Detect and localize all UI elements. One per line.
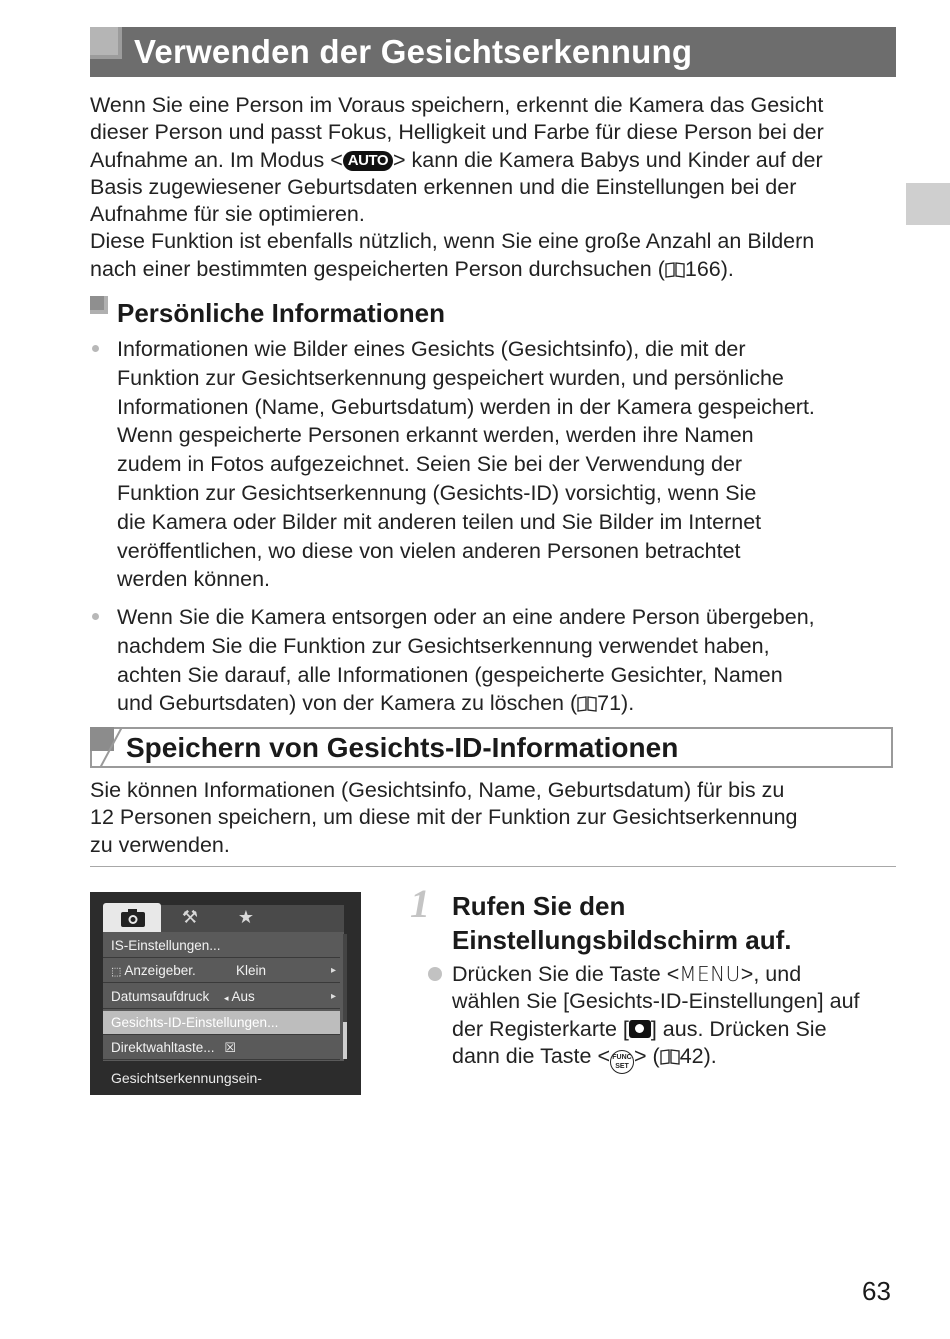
paragraph-line: Sie können Informationen (Gesichtsinfo, Name, Geburtsdatum) für bis zu [90, 778, 785, 802]
bullet-line: werden können. [117, 567, 270, 592]
page-title: Verwenden der Gesichtserkennung [134, 33, 693, 70]
step-title [452, 889, 892, 957]
step-line: Drücken Sie die Taste <MENU>, und [452, 962, 802, 986]
display-frame-icon: ⬚ [111, 966, 122, 978]
menu-button-icon: MENU [679, 962, 741, 986]
arrow-right-icon: ▸ [330, 991, 336, 1002]
step-line: wählen Sie [Gesichts-ID-Einstellungen] auf [452, 989, 860, 1014]
section-heading: Persönliche Informationen [117, 298, 445, 328]
bullet-line: Funktion zur Gesichtserkennung (Gesichts-ID) vorsichtig, wenn Sie [117, 480, 757, 505]
page-reference: 166 [684, 256, 721, 281]
section-heading: Speichern von Gesichts-ID-Informationen [126, 732, 679, 763]
bullet-line: achten Sie darauf, alle Informationen (gespeicherte Gesichter, Namen [117, 662, 783, 687]
bullet-line: die Kamera oder Bilder mit anderen teilen und Sie Bilder im Internet [117, 509, 762, 534]
bullet-line: Wenn gespeicherte Personen erkannt werden, werden ihre Namen [117, 423, 754, 448]
tools-icon: ⚒ [181, 907, 199, 927]
camera-tab-icon [629, 1020, 651, 1038]
paragraph-line: zu verwenden. [90, 832, 230, 857]
face-id-icon: ☒ [224, 1040, 236, 1055]
auto-mode-icon: AUTO [343, 151, 393, 171]
heading-square-icon-inner [90, 296, 104, 310]
intro-line: dieser Person und passt Fokus, Helligkeit und Farbe für diese Person bei der [90, 120, 824, 145]
camera-menu-item: IS-Einstellungen... [103, 934, 340, 958]
title-corner-square-inner [90, 27, 118, 55]
book-icon [665, 262, 685, 278]
intro-line: nach einer bestimmten gespeicherten Person durchsuchen ( 166). [90, 256, 734, 281]
intro-line: Aufnahme an. Im Modus < AUTO > kann die Kamera Babys und Kinder auf der [90, 147, 823, 172]
bullet-line: Wenn Sie die Kamera entsorgen oder an eine andere Person übergeben, [117, 605, 815, 629]
camera-menu-item-selected: Gesichts-ID-Einstellungen... [103, 1011, 340, 1035]
divider [90, 866, 896, 867]
bullet-icon [92, 613, 99, 620]
step-bullet-icon [428, 967, 442, 981]
arrow-left-icon: ◂ [224, 993, 229, 1003]
bullet-line: veröffentlichen, wo diese von vielen anderen Personen betrachtet [117, 538, 741, 563]
intro-line: Wenn Sie eine Person im Voraus speichern, erkennt die Kamera das Gesicht [90, 93, 824, 117]
bullet-icon [92, 345, 99, 352]
bullet-line: Informationen wie Bilder eines Gesichts (Gesichtsinfo), die mit der [117, 337, 746, 361]
page-number: 63 [862, 1276, 891, 1306]
bullet-item [117, 603, 907, 718]
step-number: 1 [410, 881, 430, 926]
heading-diagonal-icon [100, 727, 122, 768]
intro-line: Diese Funktion ist ebenfalls nützlich, wenn Sie eine große Anzahl an Bildern [90, 229, 815, 254]
func-set-button-icon: FUNC SET [610, 1050, 634, 1074]
bullet-line: Informationen (Name, Geburtsdatum) werden in der Kamera gespeichert. [117, 394, 815, 419]
book-icon [660, 1049, 680, 1065]
arrow-right-icon: ▸ [330, 965, 336, 976]
camera-icon [120, 908, 146, 928]
camera-menu-item: Direktwahltaste... ☒ [103, 1036, 340, 1060]
step-title-line: Rufen Sie den [452, 891, 626, 921]
bullet-line: und Geburtsdaten) von der Kamera zu löschen ( 71). [117, 691, 635, 716]
bullet-line: Funktion zur Gesichtserkennung gespeichert wurden, und persönliche [117, 365, 784, 390]
section-paragraph [90, 777, 890, 859]
intro-line: Basis zugewiesener Geburtsdaten erkennen und die Einstellungen bei der [90, 174, 797, 199]
bullet-line: zudem in Fotos aufgezeichnet. Seien Sie bei der Verwendung der [117, 452, 743, 477]
camera-menu-item: Datumsaufdruck ◂ Aus ▸ [103, 985, 340, 1009]
camera-menu-item: ⬚ Anzeigeber. Klein ▸ [103, 959, 340, 983]
page-reference: 42 [679, 1043, 704, 1068]
step-line: dann die Taste < FUNC SET > ( 42). [452, 1043, 902, 1074]
camera-scrollbar-thumb [343, 1022, 347, 1059]
bullet-line: nachdem Sie die Funktion zur Gesichtserkennung verwendet haben, [117, 633, 770, 658]
step-title-line: Einstellungsbildschirm auf. [452, 925, 792, 955]
camera-footer-text: Gesichtserkennungsein- [111, 1070, 262, 1086]
star-icon: ★ [237, 907, 255, 927]
side-tab-marker [906, 183, 950, 225]
paragraph-line: 12 Personen speichern, um diese mit der Funktion zur Gesichtserkennung [90, 805, 798, 830]
step-instructions [452, 961, 902, 1074]
intro-line: Aufnahme für sie optimieren. [90, 202, 365, 227]
page-reference: 71 [597, 691, 622, 716]
book-icon [577, 696, 597, 712]
step-line: der Registerkarte [ ] aus. Drücken Sie [452, 1016, 827, 1041]
bullet-item [117, 335, 907, 594]
intro-paragraph [90, 92, 900, 283]
